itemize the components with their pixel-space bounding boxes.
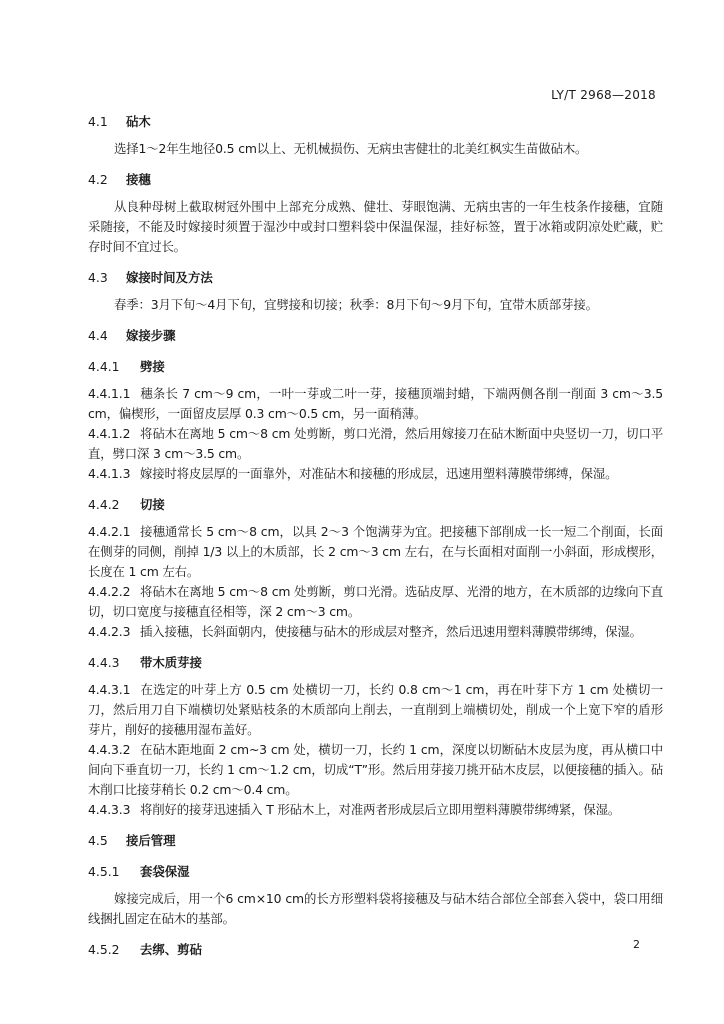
item-text: 在选定的叶芽上方 0.5 cm 处横切一刀，长约 0.8 cm～1 cm，再在叶芽下方 1 cm 处横切一刀，然后用刀自下端横切处紧贴枝条的木质部向上削去，一直削到上端横切处，削成一个上宽下窄的盾形芽片，削好的接穗用湿布盖好。 xyxy=(88,682,663,737)
item-number: 4.4.2.1 xyxy=(88,524,131,539)
standard-code: LY/T 2968—2018 xyxy=(551,88,656,102)
heading-number: 4.4.2 xyxy=(88,497,120,512)
heading-4-5-2 xyxy=(88,940,663,960)
heading-number: 4.4 xyxy=(88,328,108,343)
heading-title: 嫁接步骤 xyxy=(126,328,176,343)
item-text: 嫁接时将皮层厚的一面靠外，对准砧木和接穗的形成层，迅速用塑料薄膜带绑缚，保湿。 xyxy=(140,466,618,481)
heading-number: 4.3 xyxy=(88,270,108,285)
heading-4-3 xyxy=(88,268,663,288)
heading-4-4 xyxy=(88,326,663,346)
heading-title: 劈接 xyxy=(140,359,165,374)
item-number: 4.4.1.1 xyxy=(88,386,131,401)
heading-number: 4.4.1 xyxy=(88,359,120,374)
item-number: 4.4.1.3 xyxy=(88,466,131,481)
list-item xyxy=(88,522,663,582)
heading-4-4-1 xyxy=(88,357,663,377)
item-text: 穗条长 7 cm～9 cm，一叶一芽或二叶一芽，接穗顶端封蜡，下端两侧各削一削面 3 cm～3.5 cm，偏楔形，一面留皮层厚 0.3 cm～0.5 cm，另一面稍薄。 xyxy=(88,386,663,421)
heading-number: 4.5.2 xyxy=(88,942,120,957)
heading-number: 4.4.3 xyxy=(88,655,120,670)
document-body xyxy=(88,112,663,960)
heading-number: 4.1 xyxy=(88,114,108,129)
item-number: 4.4.2.2 xyxy=(88,584,131,599)
heading-title: 套袋保湿 xyxy=(140,864,190,879)
paragraph-4-3: 春季：3月下旬～4月下旬，宜劈接和切接；秋季：8月下旬～9月下旬，宜带木质部芽接。 xyxy=(114,297,598,312)
item-number: 4.4.2.3 xyxy=(88,624,131,639)
item-text: 将砧木在离地 5 cm～8 cm 处剪断，剪口光滑，然后用嫁接刀在砧木断面中央竖切一刀，切口平直，劈口深 3 cm～3.5 cm。 xyxy=(88,426,663,461)
list-item xyxy=(88,680,663,740)
paragraph-4-1: 选择1～2年生地径0.5 cm以上、无机械损伤、无病虫害健壮的北美红枫实生苗做砧木。 xyxy=(114,141,588,156)
list-item xyxy=(88,384,663,424)
list-item xyxy=(88,464,663,484)
list-item xyxy=(88,740,663,800)
heading-title: 切接 xyxy=(140,497,165,512)
heading-4-1 xyxy=(88,112,663,132)
paragraph-4-5-1: 嫁接完成后，用一个6 cm×10 cm的长方形塑料袋将接穗及与砧木结合部位全部套入袋中，袋口用细线捆扎固定在砧木的基部。 xyxy=(88,891,663,926)
list-item xyxy=(88,622,663,642)
list-item xyxy=(88,582,663,622)
item-number: 4.4.1.2 xyxy=(88,426,131,441)
page-number: 2 xyxy=(633,938,640,951)
heading-title: 去绑、剪砧 xyxy=(140,942,202,957)
item-text: 接穗通常长 5 cm～8 cm，以具 2～3 个饱满芽为宜。把接穗下部削成一长一短二个削面，长面在侧芽的同侧，削掉 1/3 以上的木质部，长 2 cm～3 cm 左右，在与长面相对面削一小斜面，形成楔形，长度在 1 cm 左右。 xyxy=(88,524,663,579)
heading-number: 4.2 xyxy=(88,172,108,187)
heading-4-4-2 xyxy=(88,495,663,515)
heading-title: 嫁接时间及方法 xyxy=(126,270,213,285)
heading-title: 接穗 xyxy=(126,172,151,187)
heading-number: 4.5 xyxy=(88,833,108,848)
heading-title: 接后管理 xyxy=(126,833,176,848)
list-item xyxy=(88,800,663,820)
heading-4-5 xyxy=(88,831,663,851)
paragraph-4-2: 从良种母树上截取树冠外围中上部充分成熟、健壮、芽眼饱满、无病虫害的一年生枝条作接穗，宜随采随接，不能及时嫁接时须置于湿沙中或封口塑料袋中保温保湿，挂好标签，置于冰箱或阴凉处贮藏，贮存时间不宜过长。 xyxy=(88,199,663,254)
item-number: 4.4.3.1 xyxy=(88,682,131,697)
item-text: 插入接穗，长斜面朝内，使接穗与砧木的形成层对整齐，然后迅速用塑料薄膜带绑缚，保湿。 xyxy=(140,624,642,639)
item-number: 4.4.3.2 xyxy=(88,742,131,757)
heading-title: 带木质芽接 xyxy=(140,655,202,670)
item-number: 4.4.3.3 xyxy=(88,802,131,817)
heading-number: 4.5.1 xyxy=(88,864,120,879)
item-text: 在砧木距地面 2 cm~3 cm 处，横切一刀，长约 1 cm，深度以切断砧木皮层为度，再从横口中间向下垂直切一刀，长约 1 cm～1.2 cm，切成“T”形。然后用芽接刀挑开砧木皮层，以便接穗的插入。砧木削口比接芽稍长 0.2 cm～0.4 cm。 xyxy=(88,742,663,797)
item-text: 将削好的接芽迅速插入 T 形砧木上，对准两者形成层后立即用塑料薄膜带绑缚紧，保湿。 xyxy=(140,802,621,817)
item-text: 将砧木在离地 5 cm～8 cm 处剪断，剪口光滑。选砧皮厚、光滑的地方，在木质部的边缘向下直切，切口宽度与接穗直径相等，深 2 cm～3 cm。 xyxy=(88,584,663,619)
heading-title: 砧木 xyxy=(126,114,151,129)
heading-4-5-1 xyxy=(88,862,663,882)
list-item xyxy=(88,424,663,464)
heading-4-4-3 xyxy=(88,653,663,673)
heading-4-2 xyxy=(88,170,663,190)
